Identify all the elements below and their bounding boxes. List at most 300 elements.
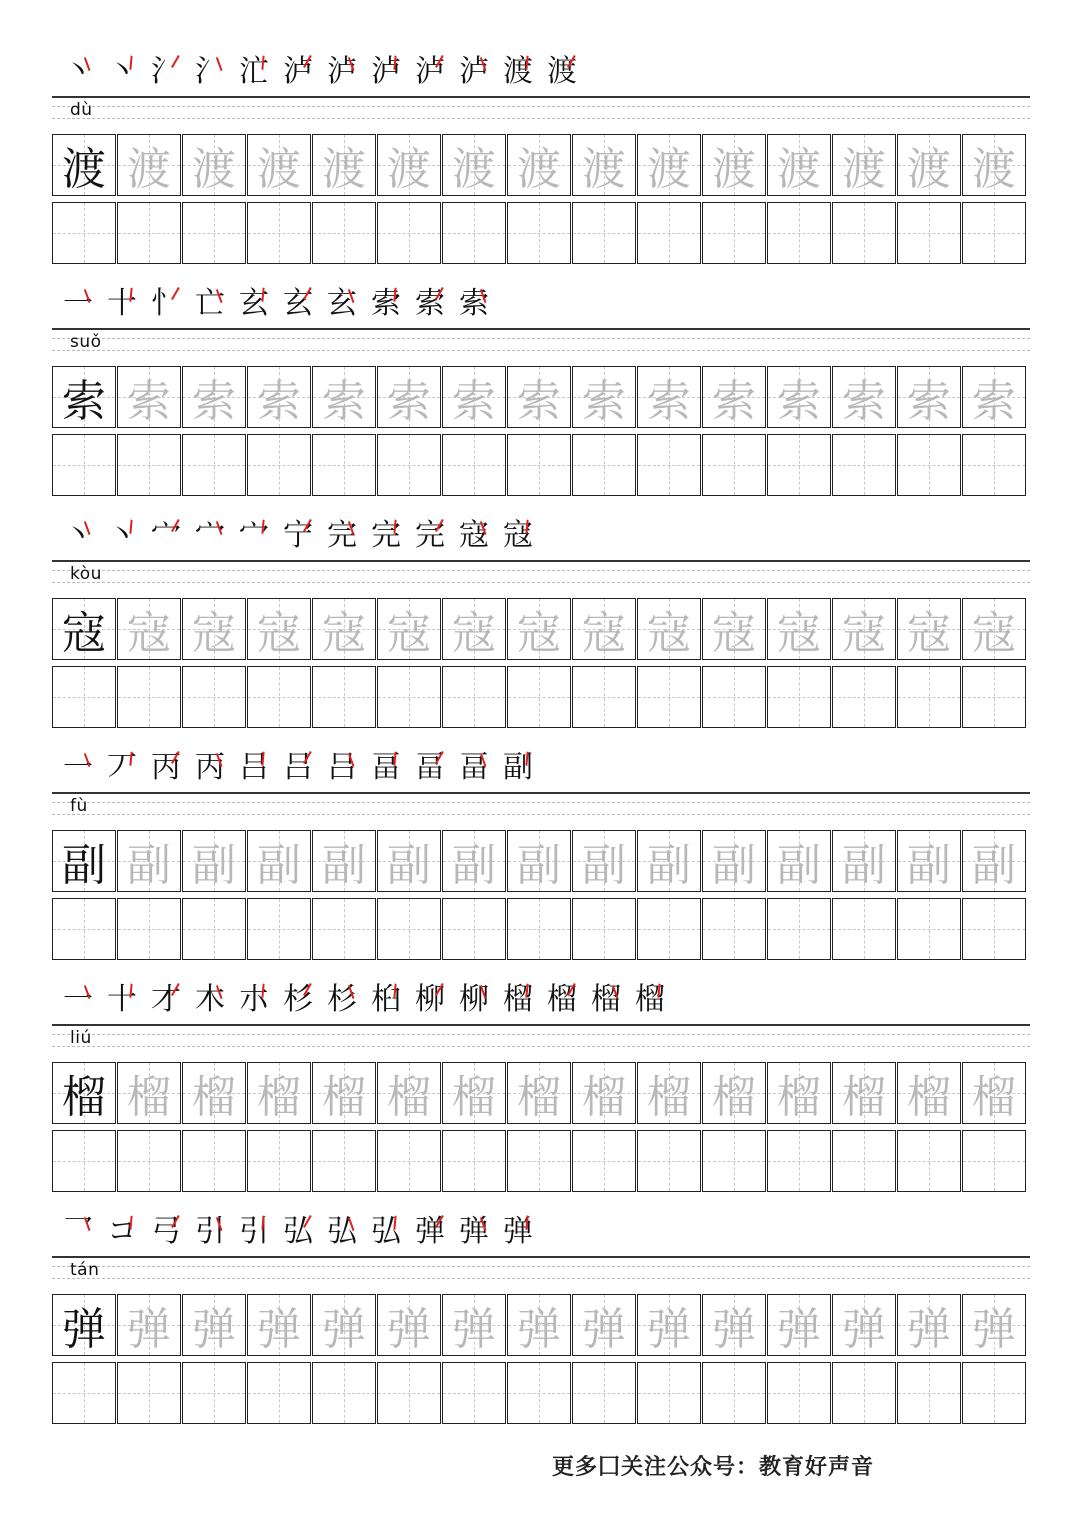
trace-character: 副 [517, 840, 561, 891]
trace-character: 索 [192, 376, 236, 427]
writing-cell[interactable] [312, 434, 376, 496]
trace-character: 渡 [842, 144, 886, 195]
trace-character: 榴 [452, 1072, 496, 1123]
trace-character: 弹 [127, 1304, 171, 1355]
new-stroke-mark [171, 287, 185, 303]
writing-cell[interactable] [312, 1130, 376, 1192]
trace-char-cell [832, 134, 896, 196]
trace-char-cell [637, 1294, 701, 1356]
writing-cell[interactable] [572, 434, 636, 496]
new-stroke-mark [567, 983, 581, 999]
new-stroke-mark [129, 288, 138, 303]
trace-character: 副 [582, 840, 626, 891]
trace-character: 弹 [647, 1304, 691, 1355]
writing-cell[interactable] [767, 202, 831, 264]
guide-line [52, 802, 1030, 803]
writing-cell[interactable] [897, 202, 961, 264]
trace-character: 副 [387, 840, 431, 891]
stroke-step: 宀 [144, 514, 188, 558]
trace-char-cell [832, 1062, 896, 1124]
pinyin-label: tán [70, 1260, 100, 1280]
writing-cell[interactable] [247, 898, 311, 960]
writing-cell[interactable] [247, 1130, 311, 1192]
writing-cell[interactable] [182, 1362, 246, 1424]
trace-char-cell [962, 830, 1026, 892]
new-stroke-mark [84, 1215, 96, 1231]
trace-char-cell [182, 1062, 246, 1124]
stroke-step: 泸 [320, 50, 364, 94]
writing-cell[interactable] [442, 1130, 506, 1192]
stroke-order-row [56, 514, 540, 558]
character-block [52, 1210, 1030, 1442]
writing-cell[interactable] [377, 898, 441, 960]
trace-character: 渡 [127, 144, 171, 195]
writing-cell[interactable] [312, 202, 376, 264]
writing-cell[interactable] [247, 434, 311, 496]
trace-char-cell [182, 598, 246, 660]
trace-char-cell [117, 598, 181, 660]
new-stroke-mark [435, 1215, 449, 1231]
new-stroke-mark [171, 983, 185, 999]
trace-char-cell [897, 598, 961, 660]
trace-character: 索 [777, 376, 821, 427]
writing-cell[interactable] [442, 202, 506, 264]
writing-cell[interactable] [182, 434, 246, 496]
trace-char-cell [767, 134, 831, 196]
trace-character: 榴 [322, 1072, 366, 1123]
writing-cell[interactable] [637, 1362, 701, 1424]
trace-char-cell [182, 134, 246, 196]
trace-char-cell [572, 366, 636, 428]
trace-row [52, 1062, 1030, 1126]
stroke-step: 丶 [107, 54, 137, 89]
writing-cell[interactable] [897, 666, 961, 728]
trace-character: 渡 [257, 144, 301, 195]
pinyin-band [52, 1256, 1030, 1290]
writing-cell[interactable] [312, 666, 376, 728]
writing-cell[interactable] [442, 666, 506, 728]
writing-cell[interactable] [767, 898, 831, 960]
trace-char-cell [312, 366, 376, 428]
writing-cell[interactable] [52, 1130, 116, 1192]
guide-line [52, 1034, 1030, 1035]
trace-character: 索 [322, 376, 366, 427]
stroke-step: 完 [320, 514, 364, 558]
new-stroke-mark [612, 983, 624, 999]
trace-character: 副 [972, 840, 1016, 891]
writing-cell[interactable] [247, 202, 311, 264]
writing-cell[interactable] [832, 666, 896, 728]
stroke-step: 弓 [144, 1210, 188, 1254]
new-stroke-mark [129, 520, 138, 535]
trace-char-cell [377, 598, 441, 660]
stroke-step: 副 [503, 750, 533, 785]
trace-char-cell [442, 1062, 506, 1124]
trace-character: 榴 [517, 1072, 561, 1123]
footer-text: 更多囗关注公众号：教育好声音 [552, 1455, 875, 1480]
stroke-step: 畐 [371, 750, 401, 785]
writing-cell[interactable] [897, 434, 961, 496]
writing-cell[interactable] [962, 898, 1026, 960]
stroke-step: 引 [188, 1210, 232, 1254]
writing-cell[interactable] [702, 1130, 766, 1192]
writing-cell[interactable] [637, 898, 701, 960]
stroke-step: 吕 [320, 746, 364, 790]
new-stroke-mark [216, 287, 228, 303]
writing-cell[interactable] [767, 434, 831, 496]
new-stroke-mark [525, 520, 534, 535]
writing-cell[interactable] [442, 898, 506, 960]
writing-cell[interactable] [767, 666, 831, 728]
new-stroke-mark [171, 751, 185, 767]
guide-line [52, 118, 1030, 119]
writing-cell[interactable] [182, 666, 246, 728]
writing-cell[interactable] [962, 1130, 1026, 1192]
new-stroke-mark [393, 1216, 402, 1231]
writing-cell[interactable] [117, 434, 181, 496]
trace-character: 弹 [322, 1304, 366, 1355]
writing-cell[interactable] [572, 1362, 636, 1424]
trace-char-cell [897, 134, 961, 196]
writing-cell[interactable] [507, 898, 571, 960]
trace-character: 寇 [192, 608, 236, 659]
trace-character: 榴 [842, 1072, 886, 1123]
model-char-cell [52, 598, 116, 660]
writing-cell[interactable] [377, 434, 441, 496]
trace-character: 寇 [972, 608, 1016, 659]
stroke-step: 吕 [239, 750, 269, 785]
trace-character: 索 [842, 376, 886, 427]
new-stroke-mark [348, 1215, 360, 1231]
stroke-step: 丙 [188, 746, 232, 790]
writing-cell[interactable] [117, 1130, 181, 1192]
writing-cell[interactable] [182, 1130, 246, 1192]
stroke-step: 弘 [276, 1210, 320, 1254]
new-stroke-mark [480, 983, 492, 999]
writing-cell[interactable] [637, 666, 701, 728]
new-stroke-mark [348, 519, 360, 535]
character-block [52, 282, 1030, 514]
writing-cell[interactable] [702, 1362, 766, 1424]
character-block [52, 746, 1030, 978]
stroke-step: 畐 [408, 746, 452, 790]
writing-cell[interactable] [897, 1362, 961, 1424]
new-stroke-mark [129, 56, 138, 71]
trace-character: 寇 [387, 608, 431, 659]
writing-cell[interactable] [182, 202, 246, 264]
trace-character: 渡 [712, 144, 756, 195]
stroke-step: 榴 [635, 982, 665, 1017]
writing-cell[interactable] [312, 898, 376, 960]
trace-char-cell [637, 134, 701, 196]
trace-char-cell [572, 1062, 636, 1124]
pinyin-label: kòu [70, 564, 102, 584]
trace-character: 副 [777, 840, 821, 891]
trace-char-cell [442, 1294, 506, 1356]
stroke-step: 丶 [56, 514, 100, 558]
trace-character: 寇 [647, 608, 691, 659]
writing-cell[interactable] [897, 1130, 961, 1192]
writing-cell[interactable] [962, 666, 1026, 728]
writing-cell[interactable] [637, 1130, 701, 1192]
stroke-step: 索 [371, 286, 401, 321]
writing-cell[interactable] [767, 1362, 831, 1424]
trace-char-cell [507, 598, 571, 660]
writing-cell[interactable] [832, 1362, 896, 1424]
writing-cell[interactable] [962, 202, 1026, 264]
trace-character: 渡 [777, 144, 821, 195]
writing-cell[interactable] [377, 666, 441, 728]
writing-cell[interactable] [832, 202, 896, 264]
trace-char-cell [572, 1294, 636, 1356]
trace-char-cell [507, 134, 571, 196]
trace-char-cell [572, 830, 636, 892]
pinyin-band [52, 96, 1030, 130]
trace-char-cell [962, 134, 1026, 196]
stroke-step: 引 [239, 1214, 269, 1249]
writing-cell[interactable] [702, 202, 766, 264]
trace-char-cell [702, 1294, 766, 1356]
trace-character: 弹 [517, 1304, 561, 1355]
trace-character: 渡 [972, 144, 1016, 195]
trace-char-cell [117, 1062, 181, 1124]
model-character: 弹 [62, 1304, 106, 1355]
writing-cell[interactable] [507, 1130, 571, 1192]
writing-cell[interactable] [637, 434, 701, 496]
writing-cell[interactable] [832, 434, 896, 496]
trace-character: 索 [647, 376, 691, 427]
guide-line [52, 570, 1030, 571]
writing-cell[interactable] [572, 1130, 636, 1192]
model-char-cell [52, 134, 116, 196]
stroke-step: 丶 [56, 50, 100, 94]
trace-char-cell [702, 598, 766, 660]
trace-character: 弹 [972, 1304, 1016, 1355]
blank-practice-row [52, 1130, 1030, 1194]
writing-cell[interactable] [702, 666, 766, 728]
trace-character: 渡 [192, 144, 236, 195]
new-stroke-mark [303, 751, 317, 767]
writing-cell[interactable] [572, 666, 636, 728]
stroke-step: 才 [144, 978, 188, 1022]
trace-character: 索 [127, 376, 171, 427]
writing-cell[interactable] [377, 1362, 441, 1424]
new-stroke-mark [435, 751, 449, 767]
guide-line [52, 792, 1030, 794]
stroke-step: 杉 [320, 978, 364, 1022]
stroke-step: 吕 [276, 746, 320, 790]
character-block [52, 514, 1030, 746]
writing-cell[interactable] [52, 434, 116, 496]
trace-row [52, 1294, 1030, 1358]
trace-row [52, 134, 1030, 198]
stroke-step: 寇 [452, 514, 496, 558]
trace-char-cell [247, 1294, 311, 1356]
stroke-step: 玄 [320, 282, 364, 326]
trace-char-cell [442, 830, 506, 892]
trace-char-cell [182, 366, 246, 428]
trace-char-cell [312, 830, 376, 892]
writing-cell[interactable] [247, 666, 311, 728]
writing-cell[interactable] [182, 898, 246, 960]
trace-char-cell [117, 1294, 181, 1356]
new-stroke-mark [171, 55, 185, 71]
trace-character: 索 [517, 376, 561, 427]
stroke-step: 泸 [408, 50, 452, 94]
trace-character: 渡 [517, 144, 561, 195]
guide-line [52, 1046, 1030, 1047]
pinyin-label: dù [70, 100, 93, 120]
blank-practice-row [52, 898, 1030, 962]
stroke-step: 弹 [408, 1210, 452, 1254]
writing-cell[interactable] [767, 1130, 831, 1192]
writing-cell[interactable] [442, 1362, 506, 1424]
trace-char-cell [247, 1062, 311, 1124]
stroke-step: 泸 [276, 50, 320, 94]
trace-character: 榴 [972, 1072, 1016, 1123]
stroke-step: 桕 [371, 982, 401, 1017]
writing-cell[interactable] [962, 1362, 1026, 1424]
stroke-step: 十 [107, 982, 137, 1017]
new-stroke-mark [216, 55, 228, 71]
new-stroke-mark [393, 984, 402, 999]
trace-char-cell [897, 830, 961, 892]
trace-character: 榴 [192, 1072, 236, 1123]
trace-char-cell [117, 830, 181, 892]
new-stroke-mark [657, 984, 666, 999]
trace-char-cell [572, 598, 636, 660]
new-stroke-mark [393, 56, 402, 71]
new-stroke-mark [84, 287, 96, 303]
new-stroke-mark [129, 984, 138, 999]
trace-character: 寇 [322, 608, 366, 659]
stroke-step: コ [107, 1214, 137, 1249]
trace-char-cell [507, 366, 571, 428]
stroke-step: 玄 [276, 282, 320, 326]
trace-character: 榴 [387, 1072, 431, 1123]
new-stroke-mark [303, 287, 317, 303]
writing-cell[interactable] [962, 434, 1026, 496]
new-stroke-mark [303, 55, 317, 71]
trace-char-cell [897, 366, 961, 428]
writing-cell[interactable] [507, 202, 571, 264]
trace-character: 弹 [387, 1304, 431, 1355]
writing-cell[interactable] [52, 898, 116, 960]
writing-cell[interactable] [897, 898, 961, 960]
pinyin-label: liú [70, 1028, 92, 1048]
trace-char-cell [247, 598, 311, 660]
trace-character: 副 [647, 840, 691, 891]
trace-char-cell [182, 1294, 246, 1356]
trace-character: 副 [712, 840, 756, 891]
trace-char-cell [637, 366, 701, 428]
new-stroke-mark [84, 519, 96, 535]
writing-cell[interactable] [117, 898, 181, 960]
writing-cell[interactable] [702, 434, 766, 496]
writing-cell[interactable] [377, 1130, 441, 1192]
writing-cell[interactable] [117, 666, 181, 728]
new-stroke-mark [525, 56, 534, 71]
trace-character: 索 [907, 376, 951, 427]
model-char-cell [52, 1062, 116, 1124]
stroke-step: 宁 [276, 514, 320, 558]
writing-cell[interactable] [507, 434, 571, 496]
stroke-step: 杉 [276, 978, 320, 1022]
trace-character: 渡 [452, 144, 496, 195]
writing-cell[interactable] [832, 898, 896, 960]
trace-character: 渡 [322, 144, 366, 195]
trace-character: 弹 [712, 1304, 756, 1355]
stroke-step: 渡 [503, 54, 533, 89]
new-stroke-mark [129, 752, 138, 767]
model-character: 渡 [62, 144, 106, 195]
writing-cell[interactable] [507, 1362, 571, 1424]
pinyin-band [52, 560, 1030, 594]
writing-cell[interactable] [832, 1130, 896, 1192]
writing-cell[interactable] [507, 666, 571, 728]
stroke-step: 泸 [371, 54, 401, 89]
trace-char-cell [767, 366, 831, 428]
trace-char-cell [767, 598, 831, 660]
writing-cell[interactable] [247, 1362, 311, 1424]
trace-character: 弹 [452, 1304, 496, 1355]
writing-cell[interactable] [117, 202, 181, 264]
guide-line [52, 338, 1030, 339]
writing-cell[interactable] [377, 202, 441, 264]
writing-cell[interactable] [52, 666, 116, 728]
guide-line [52, 1266, 1030, 1267]
stroke-step: 索 [452, 282, 496, 326]
new-stroke-mark [393, 288, 402, 303]
trace-char-cell [442, 366, 506, 428]
stroke-step: 畐 [452, 746, 496, 790]
stroke-step: 丶 [107, 518, 137, 553]
new-stroke-mark [480, 519, 492, 535]
trace-character: 副 [842, 840, 886, 891]
stroke-step: 乛 [56, 1210, 100, 1254]
new-stroke-mark [84, 751, 96, 767]
trace-char-cell [767, 1294, 831, 1356]
new-stroke-mark [525, 984, 534, 999]
writing-cell[interactable] [312, 1362, 376, 1424]
writing-cell[interactable] [572, 202, 636, 264]
trace-char-cell [897, 1294, 961, 1356]
writing-cell[interactable] [702, 898, 766, 960]
new-stroke-mark [261, 56, 270, 71]
writing-cell[interactable] [117, 1362, 181, 1424]
trace-character: 寇 [842, 608, 886, 659]
trace-character: 弹 [582, 1304, 626, 1355]
writing-cell[interactable] [52, 1362, 116, 1424]
trace-char-cell [767, 1062, 831, 1124]
writing-cell[interactable] [442, 434, 506, 496]
stroke-step: 弘 [371, 1214, 401, 1249]
writing-cell[interactable] [572, 898, 636, 960]
trace-character: 寇 [907, 608, 951, 659]
new-stroke-mark [261, 520, 270, 535]
new-stroke-mark [480, 751, 492, 767]
trace-char-cell [832, 598, 896, 660]
stroke-step: 忄 [144, 282, 188, 326]
trace-char-cell [377, 134, 441, 196]
writing-cell[interactable] [637, 202, 701, 264]
stroke-step: 柳 [408, 978, 452, 1022]
trace-character: 寇 [257, 608, 301, 659]
trace-char-cell [637, 1062, 701, 1124]
new-stroke-mark [525, 752, 534, 767]
writing-cell[interactable] [52, 202, 116, 264]
pinyin-band [52, 328, 1030, 362]
